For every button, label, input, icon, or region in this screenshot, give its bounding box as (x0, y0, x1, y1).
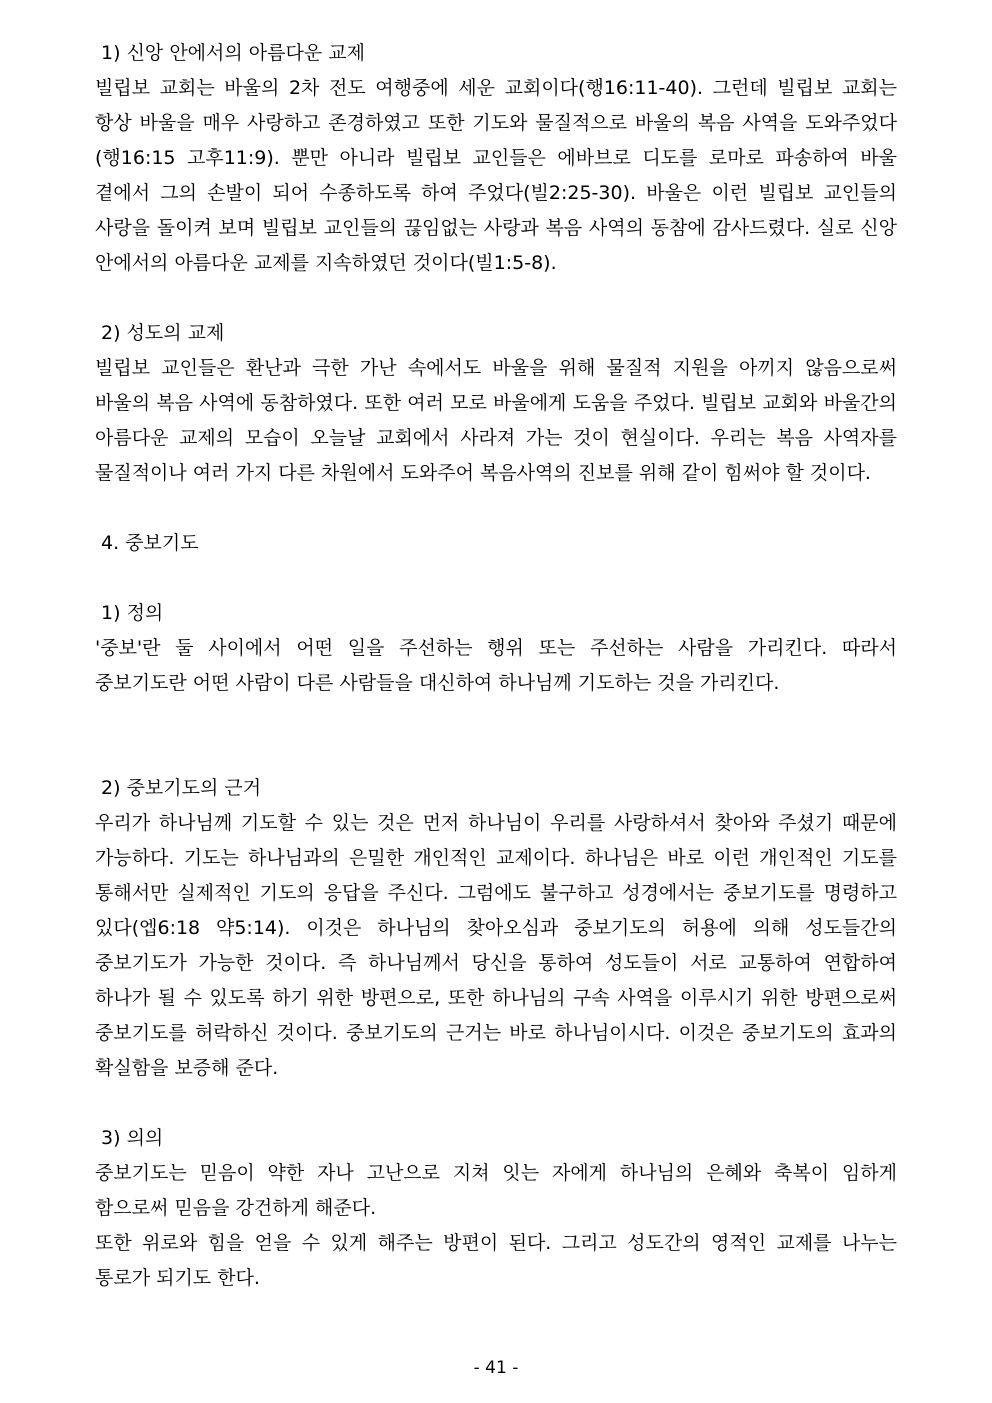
paragraph-saints-fellowship: 빌립보 교인들은 환난과 극한 가난 속에서도 바울을 위해 물질적 지원을 아끼지 않음으로써 바울의 복음 사역에 동참하였다. 또한 여러 모로 바울에게 도움을 주었다. 빌립보 교회와 바울간의 아름다운 교제의 모습이 오늘날 교회에서 사라져 가는 것이 현실이다. 우리는 복음 사역자를 물질적이나 여러 가지 다른 차원에서 도와주어 복음사역의 진보를 위해 같이 힘써야 할 것이다. (95, 357, 897, 484)
spacer (95, 491, 897, 526)
section-heading-fellowship-in-faith: 1) 신앙 안에서의 아름다운 교제 (95, 42, 365, 64)
paragraph-significance-1: 중보기도는 믿음이 약한 자나 고난으로 지쳐 잇는 자에게 하나님의 은혜와 축복이 임하게 함으로써 믿음을 강건하게 해준다. (95, 1162, 897, 1219)
section-heading-saints-fellowship: 2) 성도의 교제 (95, 322, 225, 344)
page-number: - 41 - (473, 1358, 519, 1378)
spacer (95, 701, 897, 771)
paragraph-basis: 우리가 하나님께 기도할 수 있는 것은 먼저 하나님이 우리를 사랑하셔서 찾아와 주셨기 때문에 가능하다. 기도는 하나님과의 은밀한 개인적인 교제이다. 하나님은 바로 이런 개인적인 기도를 통해서만 실제적인 기도의 응답을 주신다. 그럼에도 불구하고 성경에서는 중보기도를 명령하고 있다(엡6:18 약5:14). 이것은 하나님의 찾아오심과 중보기도의 허용에 의해 성도들간의 중보기도가 가능한 것이다. 즉 하나님께서 당신을 통하여 성도들이 서로 교통하여 연합하여 하나가 될 수 있도록 하기 위한 방편으로, 또한 하나님의 구속 사역을 이루시기 위한 방편으로써 중보기도를 허락하신 것이다. 중보기도의 근거는 바로 하나님이시다. 이것은 중보기도의 효과의 확실함을 보증해 준다. (95, 812, 897, 1079)
section-heading-significance: 3) 의의 (95, 1127, 164, 1149)
section-heading-basis: 2) 중보기도의 근거 (95, 777, 262, 799)
chapter-heading-intercessory-prayer: 4. 중보기도 (95, 532, 199, 554)
spacer (95, 561, 897, 596)
paragraph-definition: '중보'란 둘 사이에서 어떤 일을 주선하는 행위 또는 주선하는 사람을 가리킨다. 따라서 중보기도란 어떤 사람이 다른 사람들을 대신하여 하나님께 기도하는 것을 가리킨다. (95, 637, 897, 694)
spacer (95, 1086, 897, 1121)
paragraph-fellowship-in-faith: 빌립보 교회는 바울의 2차 전도 여행중에 세운 교회이다(행16:11-40). 그런데 빌립보 교회는 항상 바울을 매우 사랑하고 존경하였고 또한 기도와 물질적으로 바울의 복음 사역을 도와주었다(행16:15 고후11:9). 뿐만 아니라 빌립보 교인들은 에바브로 디도를 로마로 파송하여 바울 곁에서 그의 손발이 되어 수종하도록 하여 주었다(빌2:25-30). 바울은 이런 빌립보 교인들의 사랑을 돌이켜 보며 빌립보 교인들의 끊임없는 사랑과 복음 사역의 동참에 감사드렸다. 실로 신앙 안에서의 아름다운 교제를 지속하였던 것이다(빌1:5-8). (95, 77, 897, 274)
section-heading-definition: 1) 정의 (95, 602, 164, 624)
spacer (95, 281, 897, 316)
document-page (95, 36, 897, 1296)
paragraph-significance-2: 또한 위로와 힘을 얻을 수 있게 해주는 방편이 된다. 그리고 성도간의 영적인 교제를 나누는 통로가 되기도 한다. (95, 1232, 897, 1289)
